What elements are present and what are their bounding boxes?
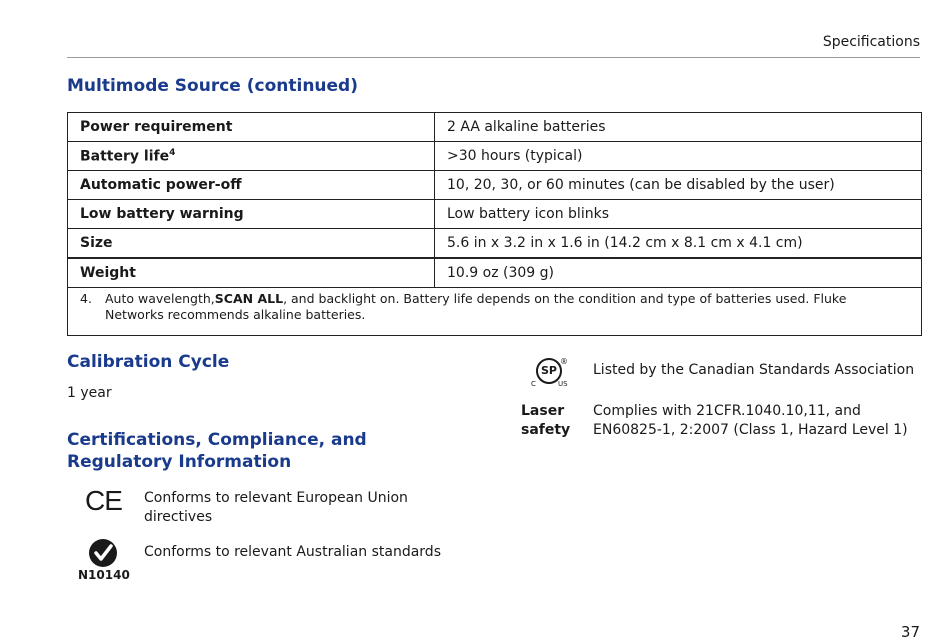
c-tick-code: N10140 — [78, 568, 130, 582]
footnote-emphasis: SCAN ALL — [214, 291, 284, 306]
csa-mark-icon — [530, 356, 578, 390]
spec-label: Automatic power-off — [68, 171, 435, 200]
table-row — [68, 200, 922, 229]
spec-value: 2 AA alkaline batteries — [435, 113, 922, 142]
spec-label: Power requirement — [68, 113, 435, 142]
csa-c: C — [531, 380, 536, 388]
table-row — [68, 258, 922, 288]
footnote-cell — [68, 288, 922, 336]
csa-registered: ® — [560, 357, 568, 366]
ce-mark-icon: CE — [85, 485, 122, 516]
c-tick-icon — [88, 538, 118, 568]
spec-label: Battery life$^4$ — [68, 142, 435, 171]
footnote-ref: 4 — [169, 147, 176, 158]
multimode-heading: Multimode Source (continued) — [67, 76, 359, 96]
table-row — [68, 171, 922, 200]
csa-logo: SP — [536, 358, 562, 384]
table-row — [68, 113, 922, 142]
spec-value: 5.6 in x 3.2 in x 1.6 in (14.2 cm x 8.1 cm x 4.1 cm) — [435, 229, 922, 259]
table-row — [68, 142, 922, 171]
spec-value: 10, 20, 30, or 60 minutes (can be disabled by the user) — [435, 171, 922, 200]
calibration-value: 1 year — [67, 385, 112, 401]
spec-value: 10.9 oz (309 g) — [435, 258, 922, 288]
laser-safety-text: Complies with 21CFR.1040.10,11, and EN60825-1, 2:2007 (Class 1, Hazard Level 1) — [593, 403, 908, 438]
spec-table — [67, 112, 922, 336]
footnote-row — [68, 288, 922, 336]
running-header: Specifications — [822, 34, 920, 50]
spec-label: Low battery warning — [68, 200, 435, 229]
csa-text: Listed by the Canadian Standards Association — [593, 362, 915, 378]
header-rule — [67, 57, 920, 58]
spec-label: Size — [68, 229, 435, 259]
ce-text: Conforms to relevant European Union directives — [144, 490, 408, 525]
calibration-heading: Calibration Cycle — [67, 352, 230, 372]
footnote-number: 4. — [80, 291, 92, 306]
csa-us: US — [558, 380, 568, 388]
certifications-heading: Certifications, Compliance, and Regulatory Information — [67, 430, 367, 472]
table-row — [68, 229, 922, 259]
spec-value: >30 hours (typical) — [435, 142, 922, 171]
page-number: 37 — [900, 623, 920, 641]
footnote-text: Auto wavelength,SCAN ALL, and backlight on. Battery life depends on the condition and type of batteries used. Fluke Networks recommends alkaline batteries. — [105, 291, 847, 322]
laser-safety-label: Laser safety — [521, 403, 571, 438]
spec-label: Weight — [68, 258, 435, 288]
ctick-text: Conforms to relevant Australian standards — [144, 544, 441, 560]
spec-value: Low battery icon blinks — [435, 200, 922, 229]
